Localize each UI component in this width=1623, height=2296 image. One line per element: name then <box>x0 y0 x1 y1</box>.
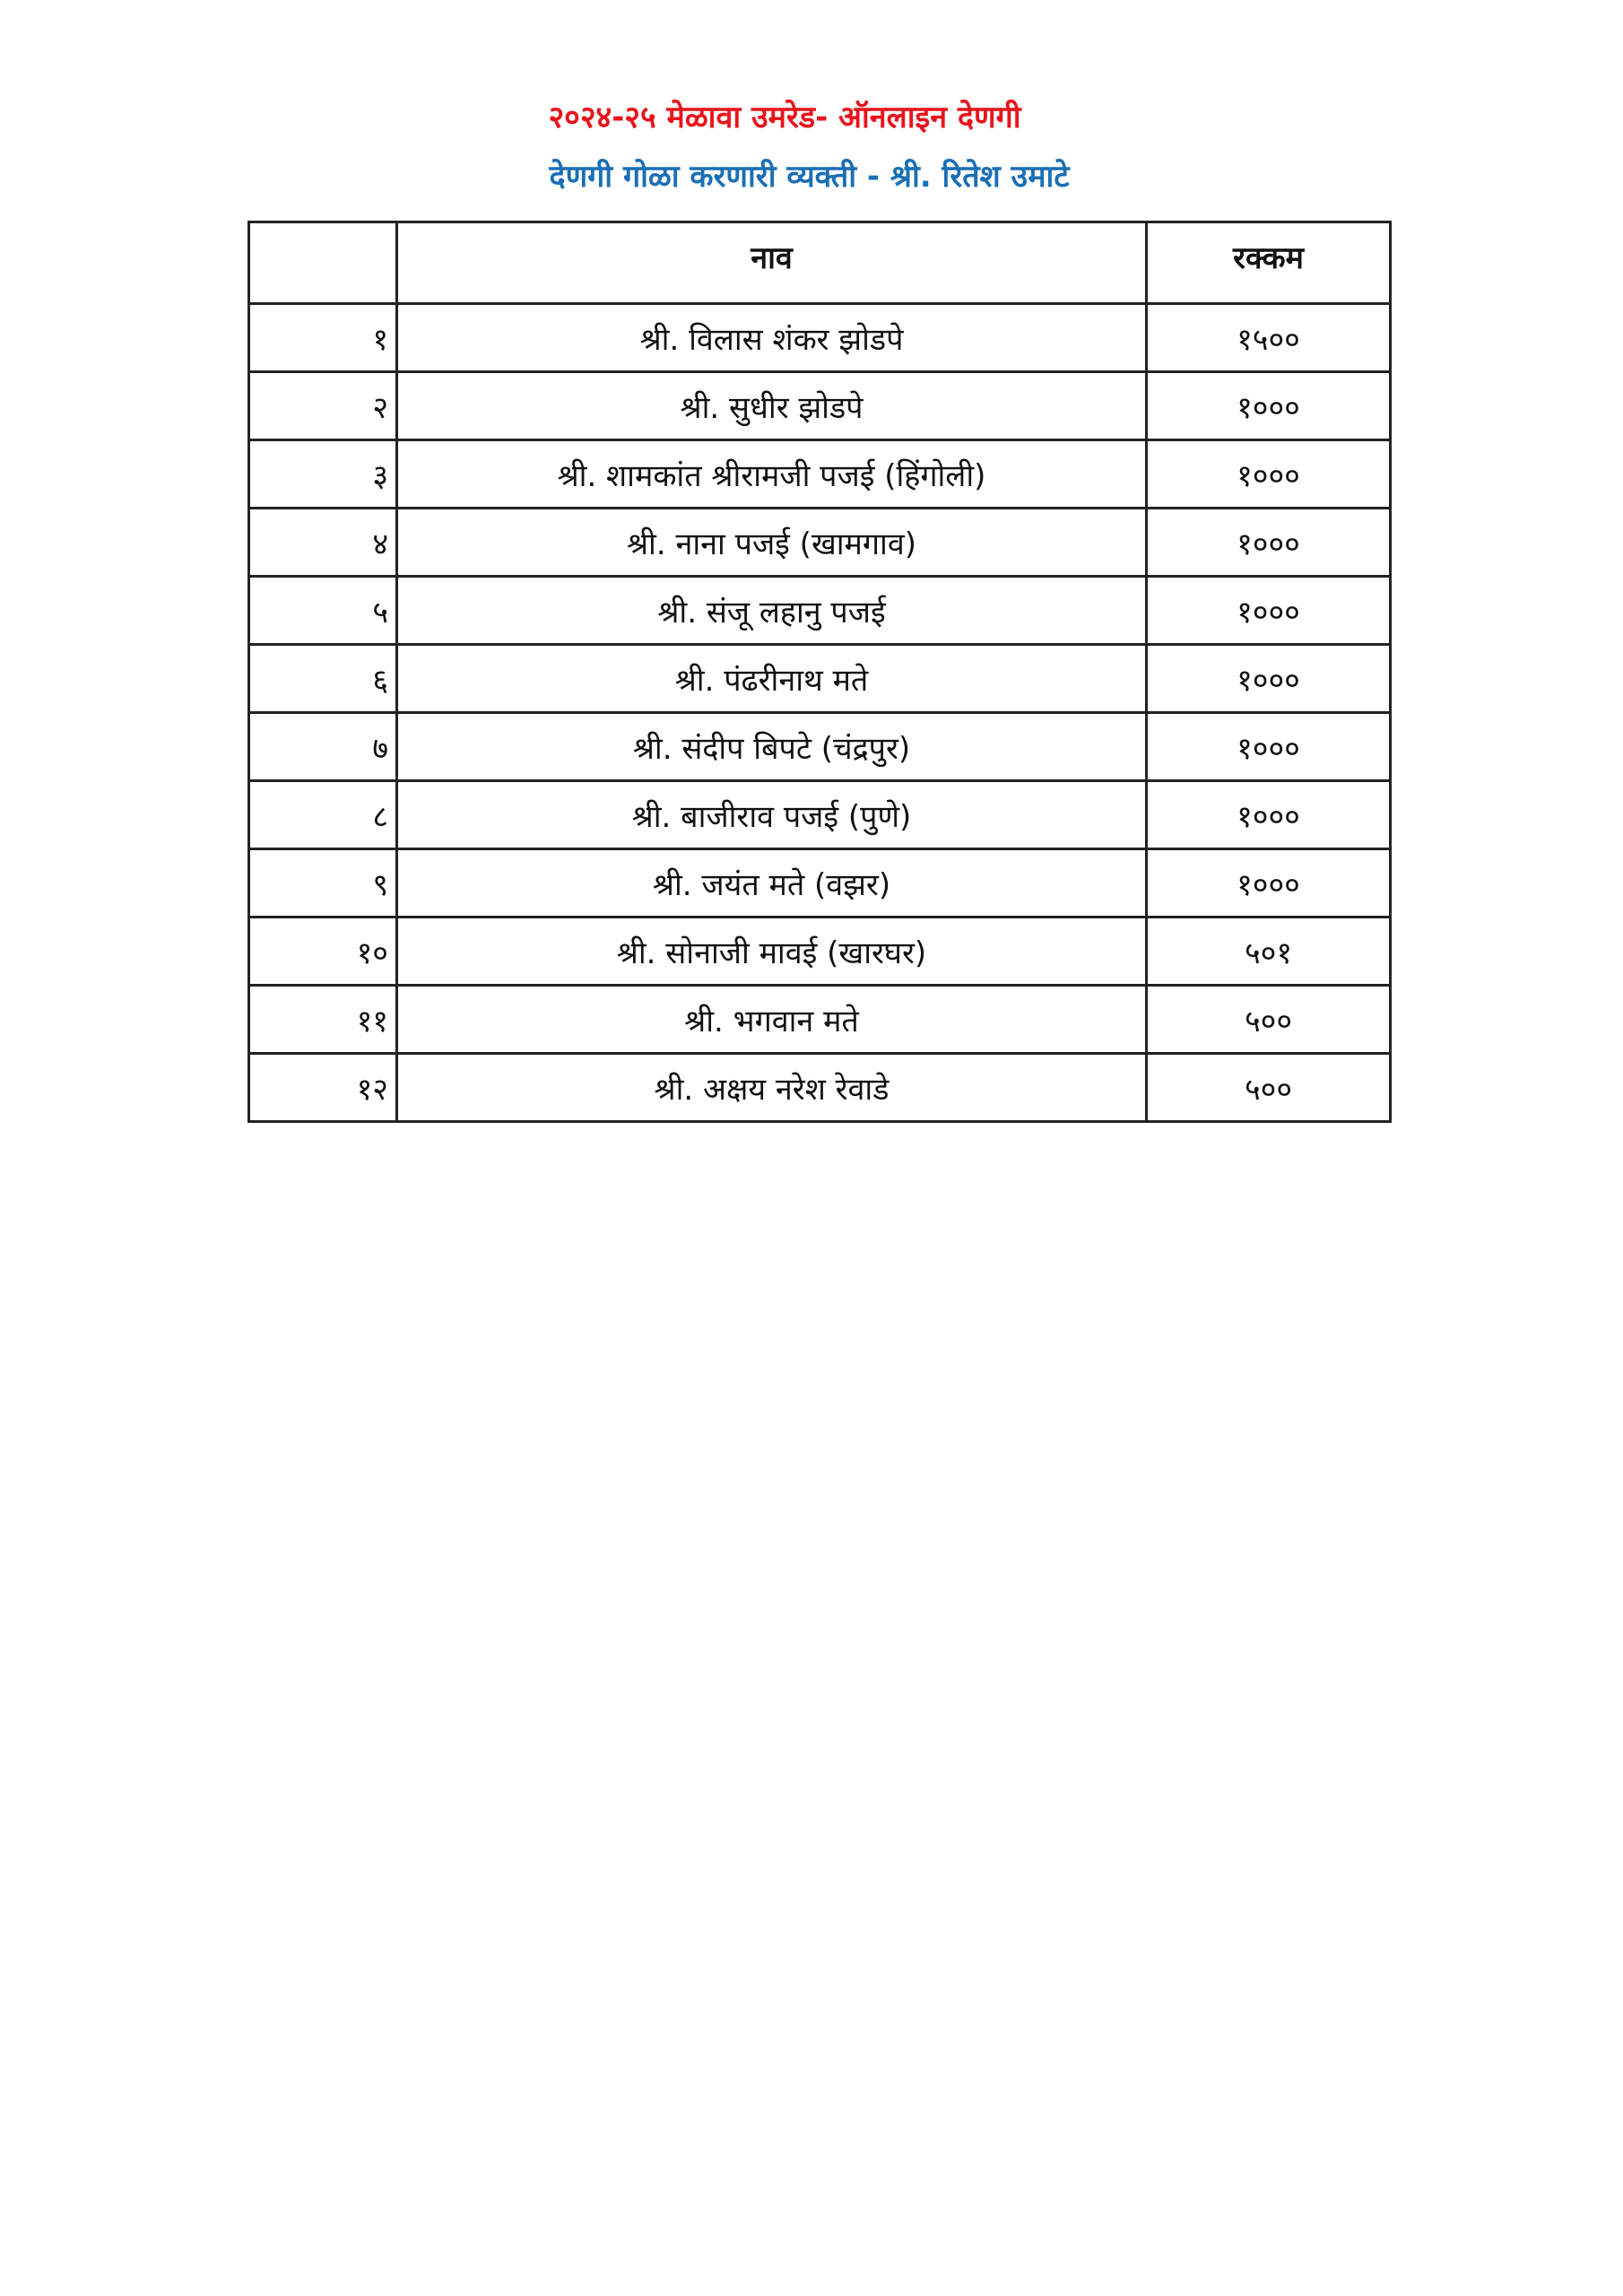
row-index-cell: ६ <box>249 645 397 713</box>
row-index-cell: ३ <box>249 440 397 509</box>
row-index-cell: ७ <box>249 713 397 781</box>
donor-name-cell: श्री. विलास शंकर झोडपे <box>397 304 1147 372</box>
table-row <box>249 577 1391 645</box>
table-row <box>249 1054 1391 1122</box>
donor-name-cell: श्री. सोनाजी मावई (खारघर) <box>397 918 1147 986</box>
donation-amount-cell: ५०० <box>1147 1054 1391 1122</box>
row-index-cell: ९ <box>249 849 397 918</box>
table-row <box>249 849 1391 918</box>
donation-amount-cell: १००० <box>1147 849 1391 918</box>
row-index-cell: १० <box>249 918 397 986</box>
donation-amount-cell: १००० <box>1147 372 1391 440</box>
column-header-amount: रक्कम <box>1147 222 1391 304</box>
table-row <box>249 645 1391 713</box>
donor-name-cell: श्री. सुधीर झोडपे <box>397 372 1147 440</box>
donor-name-cell: श्री. अक्षय नरेश रेवाडे <box>397 1054 1147 1122</box>
donor-name-cell: श्री. नाना पजई (खामगाव) <box>397 509 1147 577</box>
donation-amount-cell: ५०१ <box>1147 918 1391 986</box>
donation-amount-cell: १००० <box>1147 713 1391 781</box>
donor-name-cell: श्री. बाजीराव पजई (पुणे) <box>397 781 1147 849</box>
page-title: २०२४-२५ मेळावा उमरेड- ऑनलाइन देणगी <box>548 100 1021 135</box>
donor-name-cell: श्री. संदीप बिपटे (चंद्रपुर) <box>397 713 1147 781</box>
table-body <box>249 304 1391 1122</box>
table-row <box>249 304 1391 372</box>
donor-name-cell: श्री. पंढरीनाथ मते <box>397 645 1147 713</box>
donation-amount-cell: १००० <box>1147 781 1391 849</box>
donation-amount-cell: १००० <box>1147 645 1391 713</box>
table-row <box>249 918 1391 986</box>
donation-table <box>247 221 1392 1123</box>
donor-name-cell: श्री. संजू लहानु पजई <box>397 577 1147 645</box>
row-index-cell: ५ <box>249 577 397 645</box>
row-index-cell: १ <box>249 304 397 372</box>
donor-name-cell: श्री. जयंत मते (वझर) <box>397 849 1147 918</box>
row-index-cell: १२ <box>249 1054 397 1122</box>
table-header-row <box>249 222 1391 304</box>
table-row <box>249 781 1391 849</box>
donation-amount-cell: ५०० <box>1147 986 1391 1054</box>
column-header-index <box>249 222 397 304</box>
donation-amount-cell: १५०० <box>1147 304 1391 372</box>
donor-name-cell: श्री. भगवान मते <box>397 986 1147 1054</box>
row-index-cell: २ <box>249 372 397 440</box>
row-index-cell: ८ <box>249 781 397 849</box>
row-index-cell: ११ <box>249 986 397 1054</box>
row-index-cell: ४ <box>249 509 397 577</box>
page-subtitle: देणगी गोळा करणारी व्यक्ती - श्री. रितेश उमाटे <box>549 159 1070 195</box>
donation-amount-cell: १००० <box>1147 509 1391 577</box>
donor-name-cell: श्री. शामकांत श्रीरामजी पजई (हिंगोली) <box>397 440 1147 509</box>
donation-amount-cell: १००० <box>1147 577 1391 645</box>
table-row <box>249 440 1391 509</box>
table-row <box>249 713 1391 781</box>
column-header-name: नाव <box>397 222 1147 304</box>
table-row <box>249 986 1391 1054</box>
donation-amount-cell: १००० <box>1147 440 1391 509</box>
table-row <box>249 509 1391 577</box>
table-row <box>249 372 1391 440</box>
